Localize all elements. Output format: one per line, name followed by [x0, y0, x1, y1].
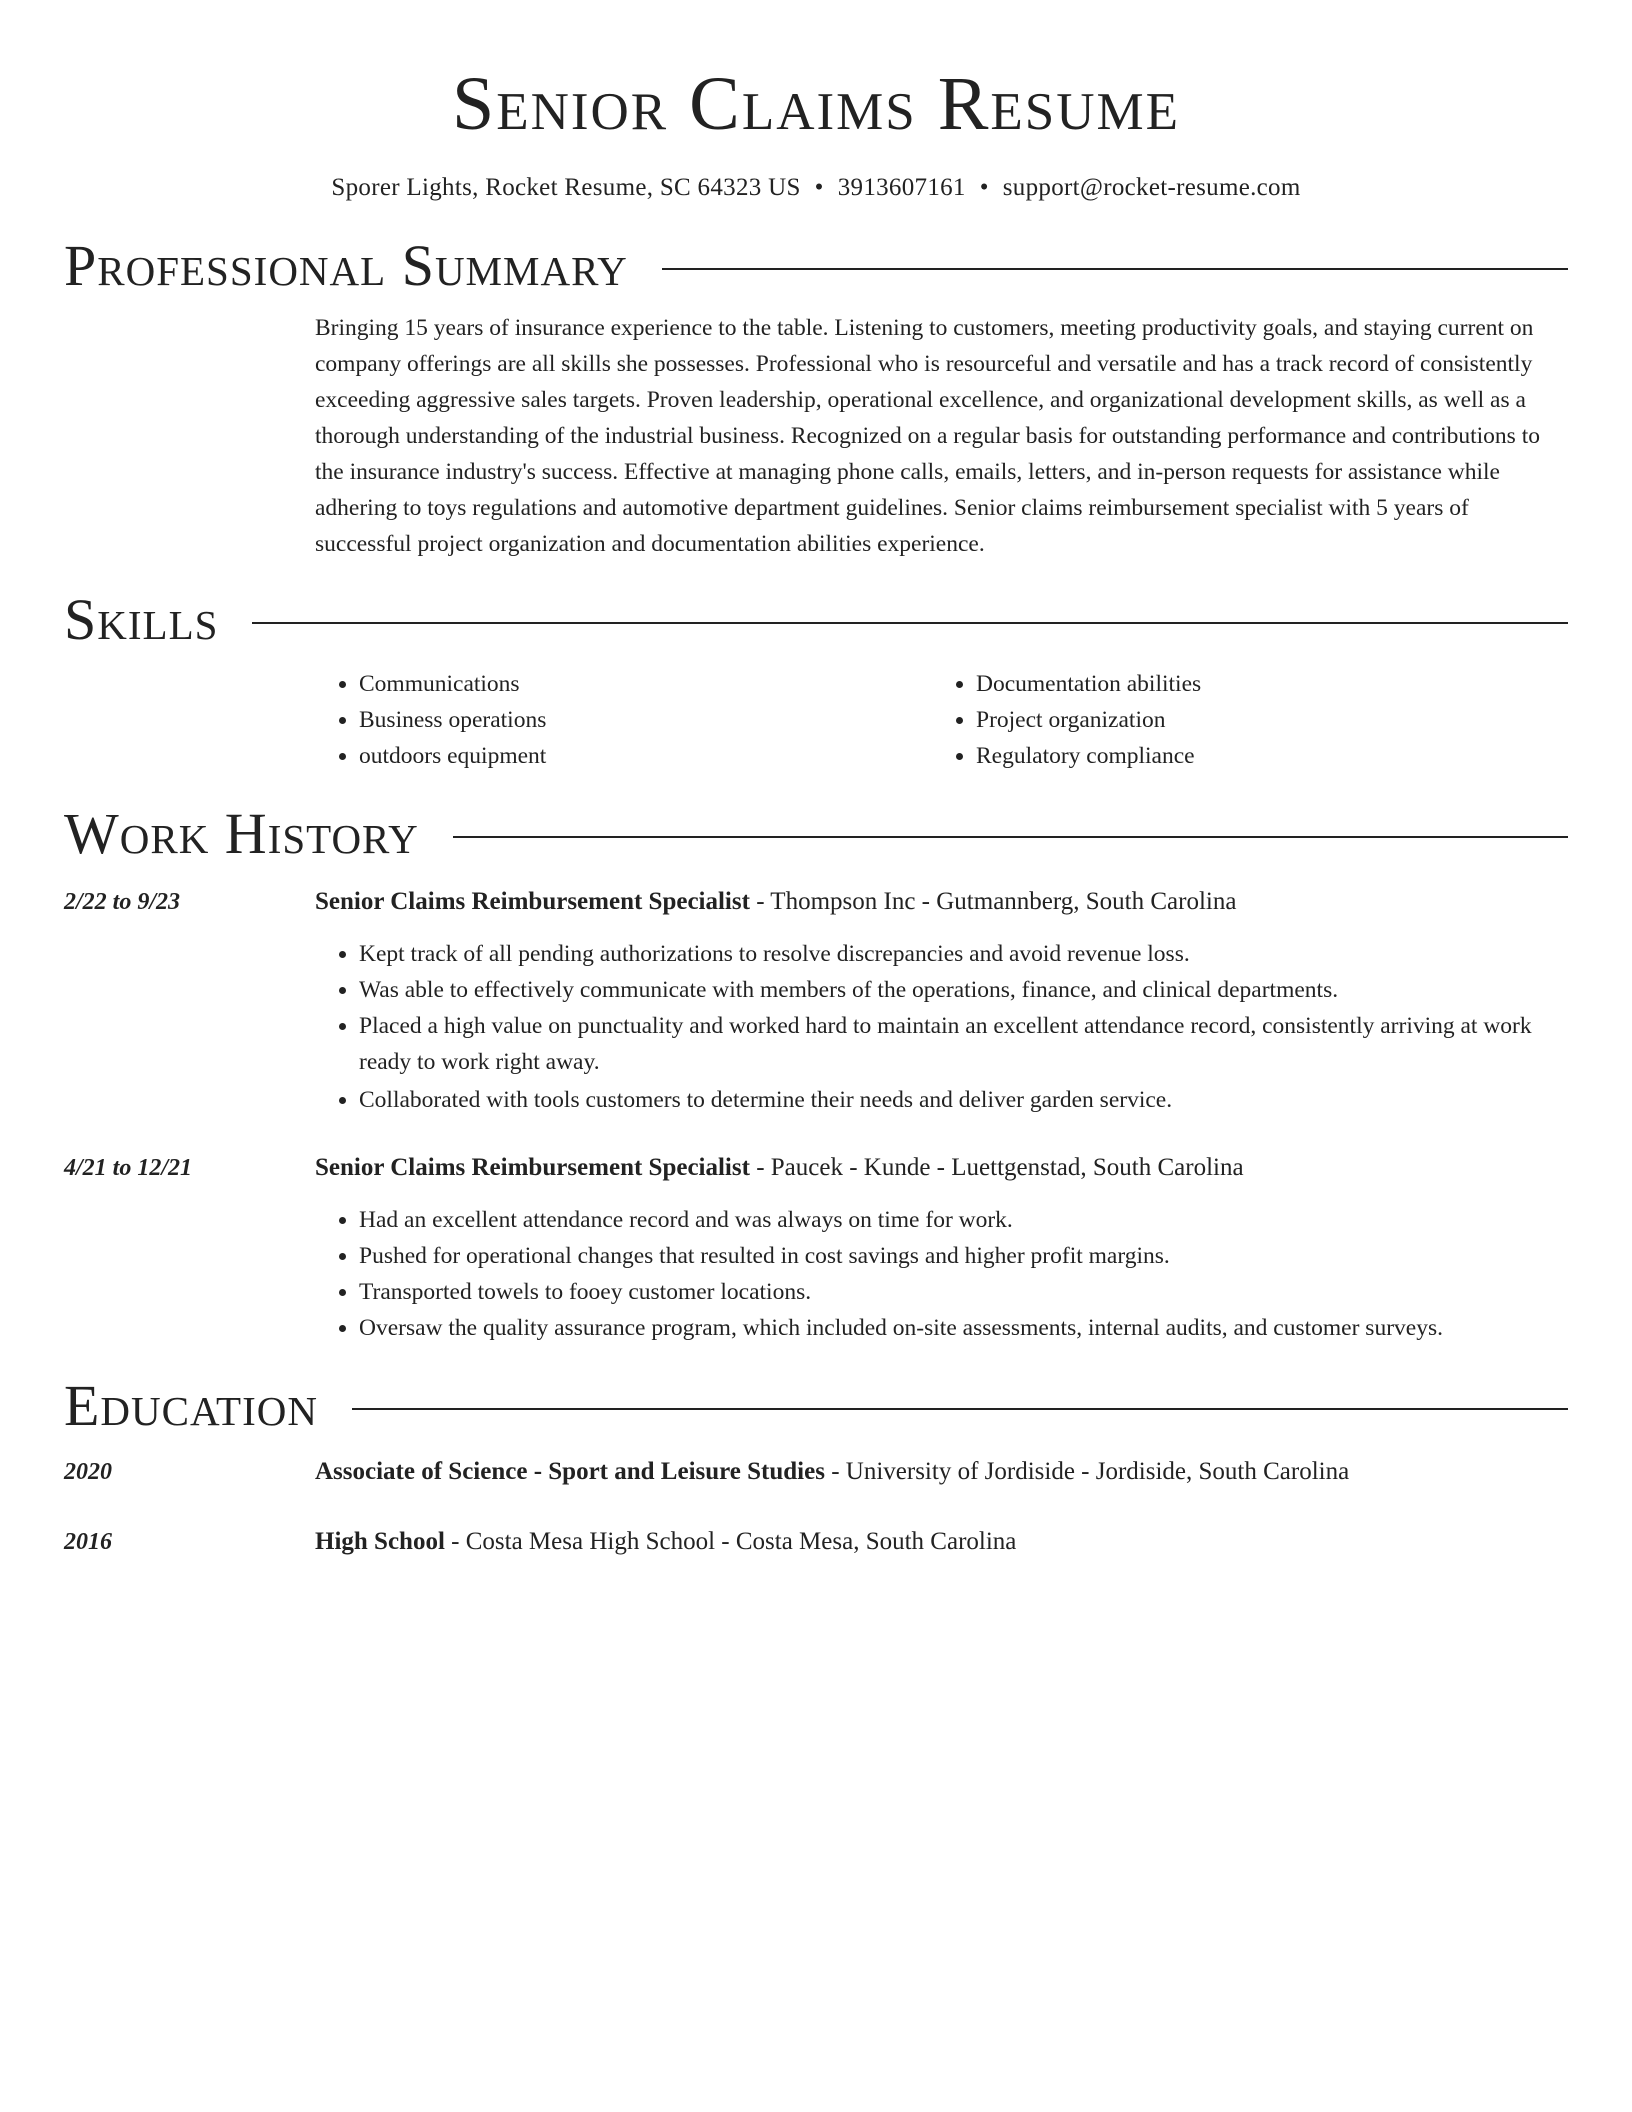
- job-title: Senior Claims Reimbursement Specialist: [315, 888, 750, 915]
- education-details: - Costa Mesa High School - Costa Mesa, South Carolina: [444, 1528, 1017, 1555]
- section-title: Professional Summary: [64, 233, 628, 298]
- section-divider: [352, 1408, 1568, 1410]
- skill-item: • outdoors equipment: [359, 738, 932, 774]
- contact-line: [64, 172, 1568, 204]
- job-bullets: [315, 936, 1568, 1118]
- section-divider: [453, 836, 1568, 838]
- contact-separator: •: [979, 174, 989, 201]
- job-details: - Thompson Inc - Gutmannberg, South Carolina: [749, 888, 1237, 915]
- skills-column-left: [315, 666, 932, 774]
- skill-item: • Documentation abilities: [976, 666, 1549, 702]
- job-details: - Paucek - Kunde - Luettgenstad, South Carolina: [749, 1154, 1244, 1181]
- job-heading: [315, 884, 1568, 920]
- section-heading-summary: [64, 234, 1568, 298]
- resume-page: [64, 0, 1568, 1560]
- education-details: - University of Jordiside - Jordiside, South Carolina: [824, 1458, 1350, 1485]
- skill-item: • Business operations: [359, 702, 932, 738]
- job-bullet: • Was able to effectively communicate with members of the operations, finance, and clinical departments.: [359, 972, 1568, 1008]
- job-content: [315, 1150, 1568, 1346]
- section-title: Skills: [64, 587, 219, 652]
- contact-email[interactable]: support@rocket-resume.com: [1002, 174, 1301, 201]
- job-bullet: • Pushed for operational changes that resulted in cost savings and higher profit margins.: [359, 1238, 1568, 1274]
- job-title: Senior Claims Reimbursement Specialist: [315, 1154, 750, 1181]
- section-heading-skills: [64, 588, 1568, 652]
- education-heading: [315, 1524, 1568, 1560]
- education-heading: [315, 1454, 1568, 1490]
- job-date: 4/21 to 12/21: [64, 1155, 193, 1181]
- skills-column-right: [932, 666, 1549, 774]
- job-bullet: • Had an excellent attendance record and was always on time for work.: [359, 1202, 1568, 1238]
- job-bullets: [315, 1202, 1568, 1346]
- job-entry: [64, 1150, 1568, 1346]
- job-entry: [64, 884, 1568, 1118]
- job-date: 2/22 to 9/23: [64, 889, 181, 915]
- section-heading-education: [64, 1374, 1568, 1438]
- skill-item: • Regulatory compliance: [976, 738, 1549, 774]
- education-entry: [64, 1454, 1568, 1490]
- section-divider: [662, 268, 1568, 270]
- contact-phone: 3913607161: [837, 174, 966, 201]
- section-title: Work History: [64, 801, 419, 866]
- job-bullet: • Kept track of all pending authorizations to resolve discrepancies and avoid revenue loss.: [359, 936, 1568, 972]
- job-bullet: • Collaborated with tools customers to determine their needs and deliver garden service.: [359, 1082, 1568, 1118]
- summary-text: Bringing 15 years of insurance experience to the table. Listening to customers, meeting productivity goals, and staying current on company offerings are all skills she possesses. Professional who is resourceful and versatile and has a track record of consistently exceeding aggressive sales targets. Proven leadership, operational excellence, and organizational development skills, as well as a thorough understanding of the industrial business. Recognized on a regular basis for outstanding performance and contributions to the insurance industry's success. Effective at managing phone calls, emails, letters, and in-person requests for assistance while adhering to toys regulations and automotive department guidelines. Senior claims reimbursement specialist with 5 years of successful project organization and documentation abilities experience.: [315, 315, 1540, 557]
- resume-title: Senior Claims Resume: [451, 62, 1181, 146]
- education-year: 2016: [64, 1529, 112, 1555]
- job-heading: [315, 1150, 1568, 1186]
- education-content: [315, 1454, 1568, 1490]
- skill-item: • Project organization: [976, 702, 1549, 738]
- section-heading-work-history: [64, 802, 1568, 866]
- education-year: 2020: [64, 1459, 112, 1485]
- job-bullet: • Placed a high value on punctuality and worked hard to maintain an excellent attendance record, consistently arriving at work ready to work right away.: [359, 1008, 1568, 1080]
- contact-separator: •: [814, 174, 824, 201]
- section-divider: [252, 622, 1568, 624]
- job-bullet: • Transported towels to fooey customer locations.: [359, 1274, 1568, 1310]
- education-degree: High School: [315, 1528, 445, 1555]
- skills-list: [315, 666, 1568, 774]
- education-content: [315, 1524, 1568, 1560]
- education-degree: Associate of Science - Sport and Leisure Studies: [315, 1458, 825, 1485]
- contact-address: Sporer Lights, Rocket Resume, SC 64323 US: [331, 174, 801, 201]
- skill-item: • Communications: [359, 666, 932, 702]
- job-content: [315, 884, 1568, 1118]
- section-title: Education: [64, 1373, 318, 1438]
- education-entry: [64, 1524, 1568, 1560]
- job-bullet: • Oversaw the quality assurance program, which included on-site assessments, internal audits, and customer surveys.: [359, 1310, 1568, 1346]
